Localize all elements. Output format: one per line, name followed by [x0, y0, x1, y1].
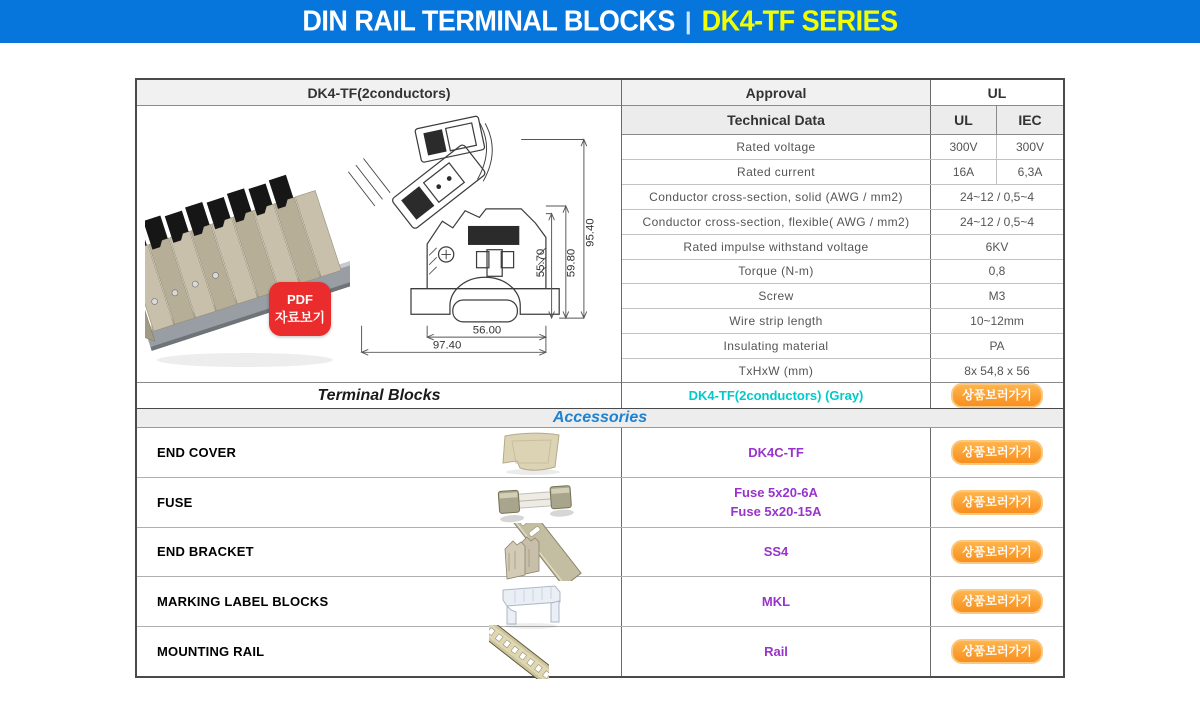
product-photo — [145, 174, 350, 374]
table-row — [622, 260, 1063, 285]
row-value-iec: 300V — [1015, 139, 1045, 154]
pdf-button-line1: PDF — [287, 292, 313, 308]
technical-data-header-row — [622, 106, 1063, 135]
row-value: 10~12mm — [970, 314, 1024, 329]
column-header-ul: UL — [931, 106, 997, 134]
accessory-part-number-2: Fuse 5x20-15A — [730, 504, 822, 520]
row-label: Conductor cross-section, solid (AWG / mm2) — [622, 185, 931, 209]
product-technical-drawing — [335, 111, 620, 377]
row-label: Rated current — [622, 160, 931, 184]
row-value-iec: 6,3A — [1017, 164, 1043, 179]
table-row — [622, 334, 1063, 359]
accessories-rows — [137, 428, 1063, 676]
accessory-name: FUSE — [157, 494, 193, 510]
accessory-row-end-bracket — [137, 528, 1063, 578]
buy-mounting-rail-button[interactable]: 상품보러가기 — [951, 639, 1043, 664]
terminal-blocks-row — [622, 382, 1063, 408]
accessory-row-fuse — [137, 478, 1063, 528]
dim-overall-width: 97.40 — [432, 339, 462, 352]
product-name-header: DK4-TF(2conductors) — [137, 80, 621, 106]
product-table — [135, 78, 1065, 678]
row-label: Torque (N-m) — [622, 260, 931, 284]
row-label: Rated impulse withstand voltage — [622, 235, 931, 259]
accessory-part-number: Fuse 5x20-6A — [734, 484, 818, 500]
row-value: 0,8 — [988, 264, 1006, 279]
technical-section — [137, 80, 1063, 408]
banner — [0, 0, 1200, 43]
row-value: 6KV — [985, 239, 1009, 254]
end-cover-image — [489, 428, 581, 476]
buy-terminal-blocks-button[interactable]: 상품보러가기 — [951, 383, 1043, 408]
dim-overall-height: 95.40 — [584, 218, 597, 247]
table-row — [622, 309, 1063, 334]
terminal-blocks-part-number: DK4-TF(2conductors) (Gray) — [622, 383, 931, 408]
end-bracket-image — [489, 523, 585, 581]
row-label: Insulating material — [622, 334, 931, 358]
row-value: 24~12 / 0,5~4 — [959, 189, 1035, 204]
technical-data-rows — [622, 135, 1063, 383]
row-label: Screw — [622, 284, 931, 308]
dim-inner-height-b: 59.80 — [565, 248, 578, 278]
row-value-ul: 16A — [931, 160, 997, 184]
approval-value: UL — [931, 80, 1063, 105]
accessory-row-marking-label — [137, 577, 1063, 627]
approval-row — [622, 80, 1063, 106]
table-row — [622, 235, 1063, 260]
product-image-cell — [137, 106, 621, 383]
accessory-name: END BRACKET — [157, 544, 254, 560]
pdf-download-button[interactable] — [269, 282, 331, 336]
buy-fuse-button[interactable]: 상품보러가기 — [951, 490, 1043, 515]
table-row — [622, 135, 1063, 160]
accessory-part-number: DK4C-TF — [748, 444, 804, 460]
accessory-name: MOUNTING RAIL — [157, 644, 265, 660]
dim-inner-width: 56.00 — [472, 324, 502, 337]
terminal-blocks-label: Terminal Blocks — [317, 386, 441, 404]
fuse-image — [489, 479, 581, 525]
row-value: 8x 54,8 x 56 — [964, 364, 1030, 379]
dim-inner-height-a: 55.70 — [535, 248, 547, 278]
buy-marking-label-button[interactable]: 상품보러가기 — [951, 589, 1043, 614]
banner-title: DIN RAIL TERMINAL BLOCKS — [302, 5, 675, 37]
accessory-row-mounting-rail — [137, 627, 1063, 676]
accessory-part-number: Rail — [764, 643, 788, 659]
buy-end-cover-button[interactable]: 상품보러가기 — [951, 440, 1043, 465]
row-label: Conductor cross-section, flexible( AWG / mm2) — [622, 210, 931, 234]
row-value: M3 — [988, 289, 1006, 304]
row-label: TxHxW (mm) — [622, 359, 931, 383]
row-label: Wire strip length — [622, 309, 931, 333]
accessories-section-header — [137, 408, 1063, 428]
pdf-button-line2: 자료보기 — [274, 310, 326, 325]
accessory-part-number: MKL — [761, 594, 791, 610]
column-header-iec: IEC — [997, 106, 1063, 134]
spec-column — [622, 80, 1063, 408]
accessory-name: MARKING LABEL BLOCKS — [157, 594, 329, 610]
row-value-ul: 300V — [931, 135, 997, 159]
accessories-title: Accessories — [552, 409, 648, 426]
accessory-row-end-cover — [137, 428, 1063, 478]
row-value: 24~12 / 0,5~4 — [959, 214, 1035, 229]
banner-series-title: DK4-TF SERIES — [701, 5, 898, 37]
row-value: PA — [989, 339, 1005, 354]
mounting-rail-image — [489, 625, 549, 679]
accessory-part-number: SS4 — [763, 544, 789, 560]
buy-end-bracket-button[interactable]: 상품보러가기 — [951, 540, 1043, 565]
table-row — [622, 284, 1063, 309]
table-row — [622, 185, 1063, 210]
technical-data-label: Technical Data — [622, 106, 931, 134]
approval-label: Approval — [622, 80, 931, 105]
product-column — [137, 80, 622, 408]
table-row — [622, 160, 1063, 185]
row-label: Rated voltage — [622, 135, 931, 159]
table-row — [622, 359, 1063, 383]
accessory-name: END COVER — [157, 444, 237, 460]
table-row — [622, 210, 1063, 235]
banner-separator: | — [684, 7, 692, 35]
marking-label-blocks-image — [489, 574, 569, 630]
